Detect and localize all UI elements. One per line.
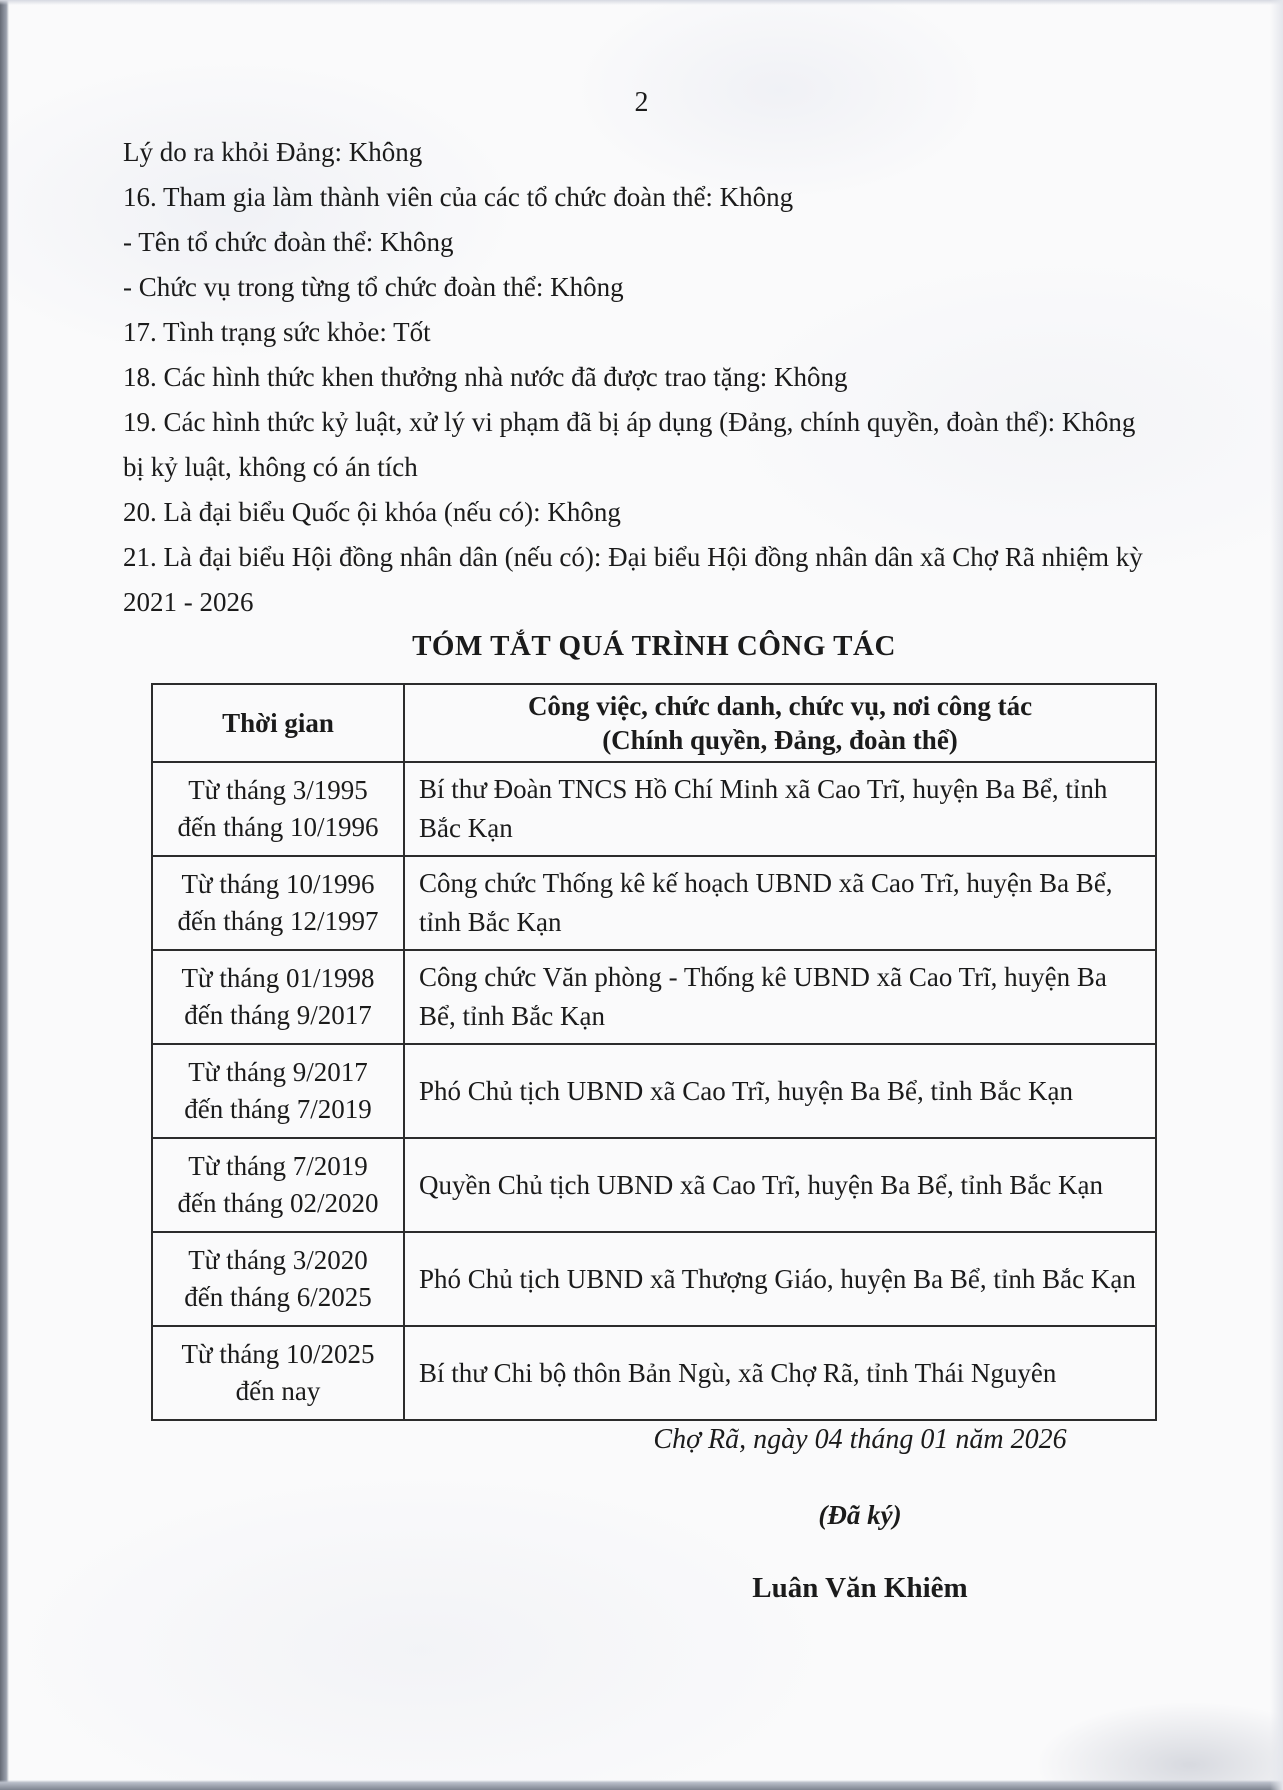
cell-job: Quyền Chủ tịch UBND xã Cao Trĩ, huyện Ba Bể, tỉnh Bắc Kạn xyxy=(404,1138,1156,1232)
cell-time xyxy=(152,1232,404,1326)
cell-time xyxy=(152,856,404,950)
time-to: đến tháng 12/1997 xyxy=(177,906,379,936)
table-row xyxy=(152,1138,1156,1232)
header-job-line2: (Chính quyền, Đảng, đoàn thể) xyxy=(602,725,958,755)
time-from: Từ tháng 3/2020 xyxy=(188,1245,368,1275)
header-job xyxy=(404,684,1156,762)
time-from: Từ tháng 9/2017 xyxy=(188,1057,368,1087)
scan-edge-left xyxy=(0,0,9,1790)
item-organization-position: - Chức vụ trong từng tổ chức đoàn thể: Không xyxy=(123,272,624,302)
cell-job: Bí thư Chi bộ thôn Bản Ngù, xã Chợ Rã, tỉnh Thái Nguyên xyxy=(404,1326,1156,1420)
scan-edge-top xyxy=(0,0,1283,5)
cell-time xyxy=(152,1044,404,1138)
page-number: 2 xyxy=(634,87,649,118)
table-row xyxy=(152,1326,1156,1420)
cell-time xyxy=(152,950,404,1044)
time-to: đến tháng 10/1996 xyxy=(177,812,379,842)
cell-job: Công chức Thống kê kế hoạch UBND xã Cao Trĩ, huyện Ba Bể, tỉnh Bắc Kạn xyxy=(404,856,1156,950)
item-16-organizations: 16. Tham gia làm thành viên của các tổ chức đoàn thể: Không xyxy=(123,182,794,212)
time-from: Từ tháng 01/1998 xyxy=(181,963,375,993)
cell-job: Phó Chủ tịch UBND xã Cao Trĩ, huyện Ba Bể, tỉnh Bắc Kạn xyxy=(404,1044,1156,1138)
item-19-discipline: 19. Các hình thức kỷ luật, xử lý vi phạm đã bị áp dụng (Đảng, chính quyền, đoàn thể): Không bị kỷ luật, không có án tích xyxy=(123,407,1136,482)
table-header-row xyxy=(152,684,1156,762)
declaration-items xyxy=(123,130,1163,625)
cell-job: Phó Chủ tịch UBND xã Thượng Giáo, huyện Ba Bể, tỉnh Bắc Kạn xyxy=(404,1232,1156,1326)
item-17-health: 17. Tình trạng sức khỏe: Tốt xyxy=(123,317,431,347)
time-to: đến nay xyxy=(235,1376,321,1406)
item-party-exit-reason: Lý do ra khỏi Đảng: Không xyxy=(123,137,423,167)
time-from: Từ tháng 10/2025 xyxy=(181,1339,375,1369)
signed-note: (Đã ký) xyxy=(818,1500,902,1530)
time-from: Từ tháng 3/1995 xyxy=(188,775,368,805)
cell-time xyxy=(152,762,404,856)
place-date-line: Chợ Rã, ngày 04 tháng 01 năm 2026 xyxy=(653,1424,1067,1455)
table-row xyxy=(152,1232,1156,1326)
cell-job: Bí thư Đoàn TNCS Hồ Chí Minh xã Cao Trĩ, huyện Ba Bể, tỉnh Bắc Kạn xyxy=(404,762,1156,856)
item-21-peoples-council: 21. Là đại biểu Hội đồng nhân dân (nếu có): Đại biểu Hội đồng nhân dân xã Chợ Rã nhiệm kỳ 2021 - 2026 xyxy=(123,542,1143,617)
cell-time xyxy=(152,1326,404,1420)
table-row xyxy=(152,950,1156,1044)
item-20-national-assembly: 20. Là đại biểu Quốc ội khóa (nếu có): Không xyxy=(123,497,621,527)
cell-time xyxy=(152,1138,404,1232)
cell-job: Công chức Văn phòng - Thống kê UBND xã Cao Trĩ, huyện Ba Bể, tỉnh Bắc Kạn xyxy=(404,950,1156,1044)
scan-edge-bottom xyxy=(0,1780,1283,1790)
table-row xyxy=(152,1044,1156,1138)
work-history-table xyxy=(151,683,1157,1421)
scan-edge-right xyxy=(1270,0,1283,1790)
table-row xyxy=(152,856,1156,950)
signature-block xyxy=(560,1420,1160,1608)
header-time: Thời gian xyxy=(152,684,404,762)
work-history-title: TÓM TẮT QUÁ TRÌNH CÔNG TÁC xyxy=(412,630,896,662)
table-row xyxy=(152,762,1156,856)
time-to: đến tháng 02/2020 xyxy=(177,1188,379,1218)
time-to: đến tháng 6/2025 xyxy=(184,1282,372,1312)
item-18-awards: 18. Các hình thức khen thưởng nhà nước đã được trao tặng: Không xyxy=(123,362,848,392)
header-job-line1: Công việc, chức danh, chức vụ, nơi công tác xyxy=(527,691,1033,721)
item-organization-name: - Tên tổ chức đoàn thể: Không xyxy=(123,227,454,257)
time-from: Từ tháng 7/2019 xyxy=(188,1151,368,1181)
time-from: Từ tháng 10/1996 xyxy=(181,869,375,899)
time-to: đến tháng 7/2019 xyxy=(184,1094,372,1124)
signer-name: Luân Văn Khiêm xyxy=(752,1572,968,1604)
time-to: đến tháng 9/2017 xyxy=(184,1000,372,1030)
